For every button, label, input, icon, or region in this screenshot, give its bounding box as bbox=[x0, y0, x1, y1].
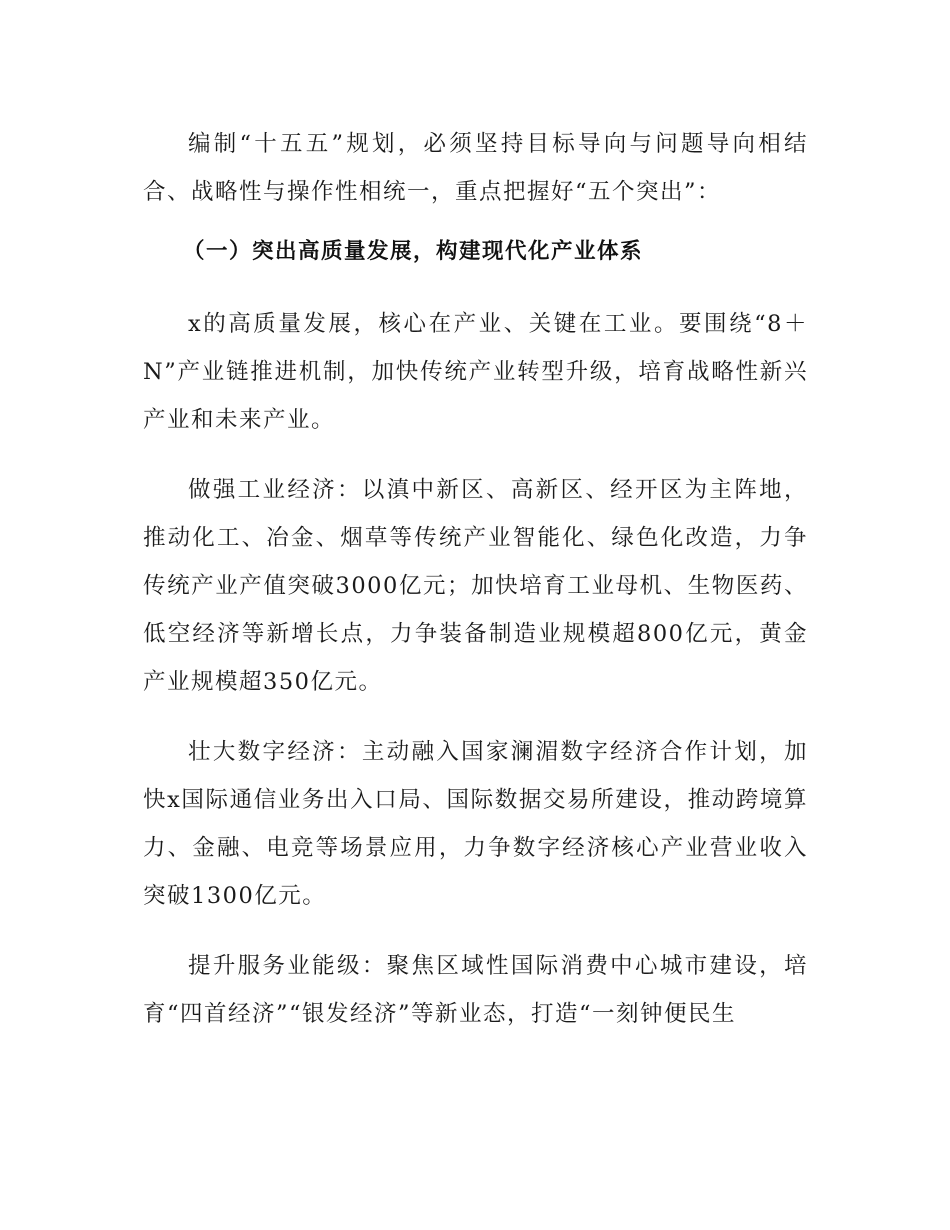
paragraph-industrial-economy: 做强工业经济：以滇中新区、高新区、经开区为主阵地，推动化工、冶金、烟草等传统产业智能化、绿色化改造，力争传统产业产值突破3000亿元；加快培育工业母机、生物医药、低空经济等新增长点，力争装备制造业规模超800亿元，黄金产业规模超350亿元。 bbox=[143, 477, 808, 695]
section-heading: （一）突出高质量发展，构建现代化产业体系 bbox=[183, 239, 644, 264]
document-body bbox=[143, 120, 808, 1038]
paragraph-digital-economy: 壮大数字经济：主动融入国家澜湄数字经济合作计划，加快x国际通信业务出入口局、国际数据交易所建设，推动跨境算力、金融、电竞等场景应用，力争数字经济核心产业营业收入突破1300亿元。 bbox=[143, 739, 808, 909]
paragraph-service-industry: 提升服务业能级：聚焦区域性国际消费中心城市建设，培育“四首经济”“银发经济”等新业态，打造“一刻钟便民生 bbox=[143, 953, 808, 1027]
paragraph-industry-core: x的高质量发展，核心在产业、关键在工业。要围绕“8＋N”产业链推进机制，加快传统产业转型升级，培育战略性新兴产业和未来产业。 bbox=[143, 311, 808, 433]
intro-paragraph: 编制“十五五”规划，必须坚持目标导向与问题导向相结合、战略性与操作性相统一，重点把握好“五个突出”： bbox=[143, 131, 808, 205]
